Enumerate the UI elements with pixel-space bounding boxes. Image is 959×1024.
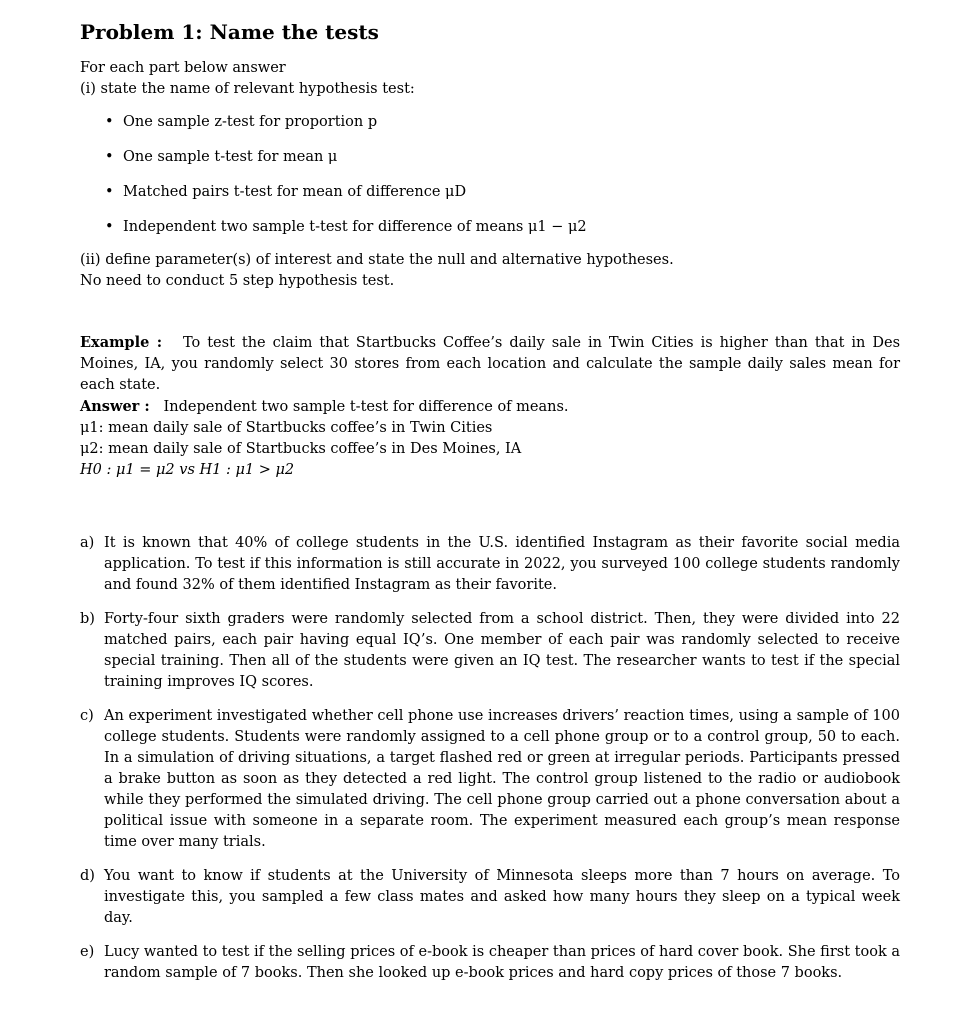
part2-line-2: No need to conduct 5 step hypothesis test. — [80, 273, 395, 289]
question-label: a) — [80, 535, 95, 551]
question-label: b) — [80, 611, 95, 627]
test-item: • Independent two sample t-test for difference of means μ1 − μ2 — [80, 217, 900, 238]
intro-line-1: For each part below answer — [80, 60, 286, 76]
example-label: Example : — [80, 334, 163, 351]
question-list — [80, 533, 900, 984]
question-item — [80, 609, 900, 693]
test-item: • One sample t-test for mean μ — [80, 147, 900, 168]
answer-label: Answer : — [80, 398, 150, 415]
question-text: An experiment investigated whether cell phone use increases drivers’ reaction times, using a sample of 100 college students. Students were randomly assigned to a cell phone group or to a control group, 50 to each. In a simulation of driving situations, a target flashed red or green at irregular periods. Participants pressed a brake button as soon as they detected a red light. The control group listened to the radio or audiobook while they performed the simulated driving. The cell phone group carried out a phone conversation about a political issue with someone in a separate room. The experiment measured each group’s mean response time over many trials. — [104, 708, 900, 850]
answer-line — [80, 396, 900, 418]
question-label: d) — [80, 868, 95, 884]
question-item — [80, 706, 900, 853]
question-text: It is known that 40% of college students in the U.S. identified Instagram as their favorite social media application. To test if this information is still accurate in 2022, you surveyed 100 college students randomly and found 32% of them identified Instagram as their favorite. — [104, 535, 900, 593]
bullet-icon: • — [105, 219, 114, 235]
test-list — [80, 112, 900, 238]
example-text: To test the claim that Startbucks Coffee’s daily sale in Twin Cities is higher than that in Des Moines, IA, you randomly select 30 stores from each location and calculate the sample daily sales mean for each state. — [80, 335, 901, 393]
part2-line-1: (ii) define parameter(s) of interest and state the null and alternative hypotheses. — [80, 252, 674, 268]
test-item: • One sample z-test for proportion p — [80, 112, 900, 133]
question-item — [80, 533, 900, 596]
mu2-definition: μ2: mean daily sale of Startbucks coffee’s in Des Moines, IA — [80, 441, 522, 457]
intro-line-2: (i) state the name of relevant hypothesis test: — [80, 81, 415, 97]
question-label: e) — [80, 944, 95, 960]
question-label: c) — [80, 708, 94, 724]
question-item — [80, 942, 900, 984]
answer-text: Independent two sample t-test for difference of means. — [163, 399, 569, 415]
hypotheses: H0 : μ1 = μ2 vs H1 : μ1 > μ2 — [80, 462, 295, 478]
mu1-definition: μ1: mean daily sale of Startbucks coffee’s in Twin Cities — [80, 420, 493, 436]
problem-title: Problem 1: Name the tests — [80, 20, 379, 44]
question-text: You want to know if students at the University of Minnesota sleeps more than 7 hours on average. To investigate this, you sampled a few class mates and asked how many hours they sleep on a typical week day. — [104, 868, 900, 926]
test-item: • Matched pairs t-test for mean of difference μD — [80, 182, 900, 203]
bullet-icon: • — [105, 184, 114, 200]
answer-block — [80, 396, 900, 481]
document-page — [80, 20, 900, 997]
bullet-icon: • — [105, 149, 114, 165]
question-item — [80, 866, 900, 929]
example-block — [80, 332, 900, 396]
bullet-icon: • — [105, 114, 114, 130]
question-text: Lucy wanted to test if the selling prices of e-book is cheaper than prices of hard cover book. She first took a random sample of 7 books. Then she looked up e-book prices and hard copy prices of those 7 books. — [104, 944, 900, 981]
question-text: Forty-four sixth graders were randomly selected from a school district. Then, they were divided into 22 matched pairs, each pair having equal IQ’s. One member of each pair was randomly selected to receive special training. Then all of the students were given an IQ test. The researcher wants to test if the special training improves IQ scores. — [104, 611, 900, 690]
